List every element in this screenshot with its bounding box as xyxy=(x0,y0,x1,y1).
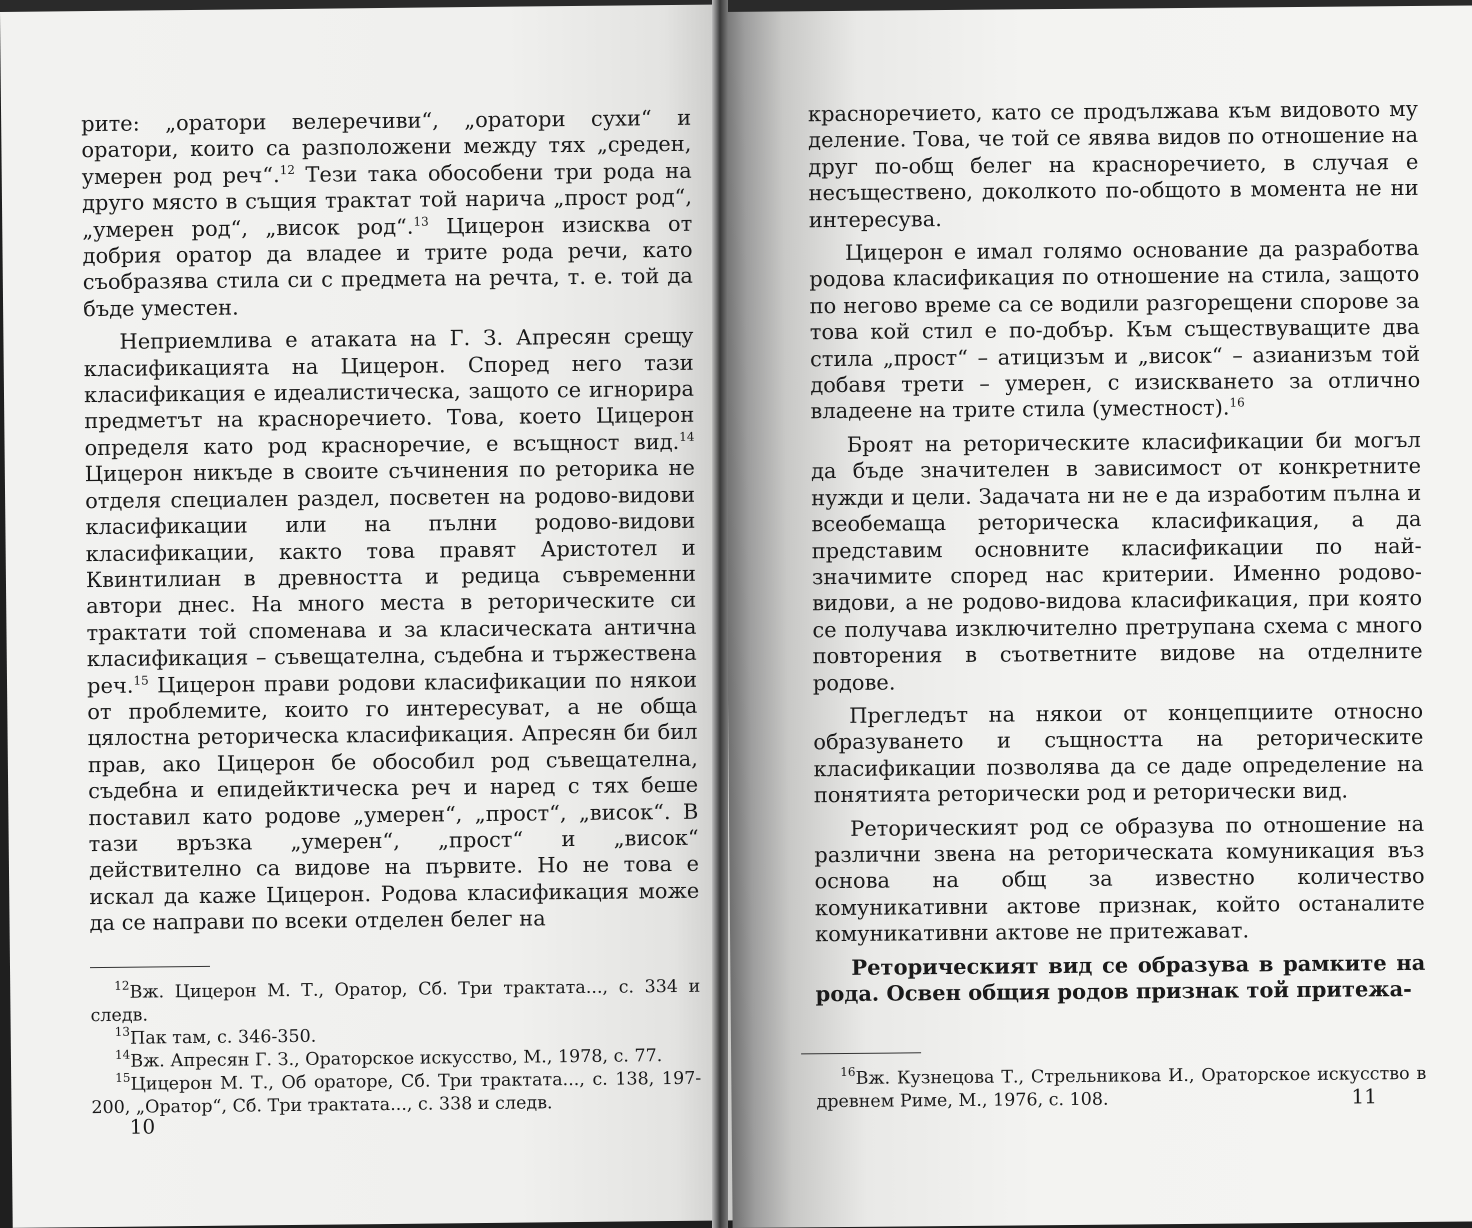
paragraph xyxy=(81,105,693,323)
footnote-number: 15 xyxy=(115,1070,131,1085)
text-run: Реторическият род се образува по отношение на различни звена на реторическата комуникация въз основа на общ за известно количество комуникативни актове признак, който останалите комуникативни актове не притежават. xyxy=(814,811,1425,947)
text-run: Реторическият вид се образува в рамките на рода. Освен общия родов признак той притежа- xyxy=(815,949,1426,1007)
paragraph xyxy=(815,949,1425,1007)
footnote-number: 13 xyxy=(114,1024,131,1039)
footnote-text: Вж. Апресян Г. З., Ораторское искусство, М., 1978, с. 77. xyxy=(130,1045,663,1072)
left-footnotes xyxy=(90,975,701,1119)
footnote-text: Цицерон М. Т., Об ораторе, Сб. Три трактата..., с. 138, 197-200, „Оратор“, Сб. Три трактата..., с. 338 и следв. xyxy=(91,1068,702,1118)
book-gutter xyxy=(712,0,728,1228)
paragraph xyxy=(809,235,1421,425)
paragraph xyxy=(811,427,1423,696)
footnote-number: 14 xyxy=(114,1047,131,1062)
footnote-number: 16 xyxy=(840,1065,856,1080)
paragraph xyxy=(814,810,1425,947)
footnote-marker: 15 xyxy=(133,673,149,688)
right-page xyxy=(722,5,1472,1227)
footnote-number: 12 xyxy=(114,978,130,993)
footnote-text: Вж. Цицерон М. Т., Оратор, Сб. Три трактата..., с. 334 и следв. xyxy=(90,976,701,1026)
paragraph xyxy=(83,323,699,937)
footnote xyxy=(90,975,700,1027)
footnote-text: Пак там, с. 346-350. xyxy=(129,1026,317,1049)
text-run: Цицерон никъде в своите съчинения по реторика не отделя специален раздел, посветен на родово-видови класификации или на пълни родово-видови класификации, както това правят Аристотел и Квинтилиан в древността и редица съвременни автори днес. На много места в реторическите си трактати той споменава и за класическата антична класификация – съвещателна, съдебна и тържествена реч. xyxy=(84,456,697,698)
text-run: Неприемлива е атаката на Г. З. Апресян срещу класификацията на Цицерон. Според него тази класификация е идеалистическа, защото се игнорира предметът на красноречието. Това, което Цицерон определя като род красноречие, е всъщност вид. xyxy=(83,324,695,461)
page-number-left: 10 xyxy=(129,1114,156,1139)
text-run: Тези така обособени три рода на друго място в същия трактат той нарича „прост род“, „умерен род“, „висок род“. xyxy=(81,158,693,242)
text-run: Броят на реторическите класификации би могъл да бъде значителен в зависимост от конкретните нужди и цели. Задачата ни не е да изработим пълна и всеобемаща реторическа класификация, а да представим основните класификации по най-значимите според нас критерии. Именно родово-видови, а не родово-видова класификация, при която се получава изключително претрупана схема с много повторения в съответните видове на отделните родове. xyxy=(810,427,1423,695)
text-run: красноречието, като се продължава към видовото му деление. Това, че той се явява видов по отношение на друг по-общ белег на красноречието, в случая е несъществено, доколкото по-общото в момента не ни интересува. xyxy=(807,96,1419,232)
footnote-text: Вж. Кузнецова Т., Стрельникова И., Ораторское искусство в древнем Риме, М., 1976, с. 108. xyxy=(816,1064,1427,1113)
footnote-marker: 13 xyxy=(413,214,429,229)
text-run: Цицерон изисква от добрия оратор да владее и трите рода речи, като съобразява стила си с предмета на речта, т. е. той да бъде уместен. xyxy=(82,211,693,321)
paragraph xyxy=(813,698,1424,809)
text-run: рите: „оратори велеречиви“, „оратори сухи“ и оратори, които са разположени между тях „среден, умерен род реч“. xyxy=(81,105,692,189)
text-run: Цицерон прави родови класификации по някои от проблемите, които го интересуват, а не обща цялостна реторическа класификация. Апресян би бил прав, ако Цицерон бе обособил род съвещателна, съдебна и епидейктическа реч и наред с тях беше поставил като родове „умерен“, „прост“, „висок“. В тази връзка „умерен“, „прост“ и „висок“ действително са видове на първите. Но не това е искал да каже Цицерон. Родова класификация може да се направи по всеки отделен белег на xyxy=(87,667,700,936)
left-body-text xyxy=(81,105,700,937)
footnote xyxy=(91,1067,701,1119)
paragraph xyxy=(808,96,1419,233)
page-number-right: 11 xyxy=(1351,1084,1378,1109)
footnote-rule xyxy=(801,1053,921,1055)
footnote-marker: 12 xyxy=(279,162,296,177)
right-footnotes xyxy=(816,1063,1426,1114)
right-body-text xyxy=(808,96,1426,1008)
footnote-marker: 16 xyxy=(1229,395,1245,411)
text-run: Цицерон е имал голямо основание да разработва родова класификация по отношение на стила, защото по негово време са се водили разгорещени спорове за това кой стил е по-добър. Към съществуващите два стила „прост“ – атицизъм и „висок“ – азианизъм той добавя трети – умерен, с изискването за отлично владеене на трите стила (уместност). xyxy=(809,235,1421,424)
text-run: Прегледът на някои от концепциите относно образуването и същността на реторическите класификации позволява да се даде определение на понятията реторически род и реторически вид. xyxy=(813,698,1424,808)
footnote-marker: 14 xyxy=(679,429,695,444)
footnote xyxy=(816,1063,1426,1114)
footnote-rule xyxy=(90,965,210,967)
left-page xyxy=(0,4,735,1227)
